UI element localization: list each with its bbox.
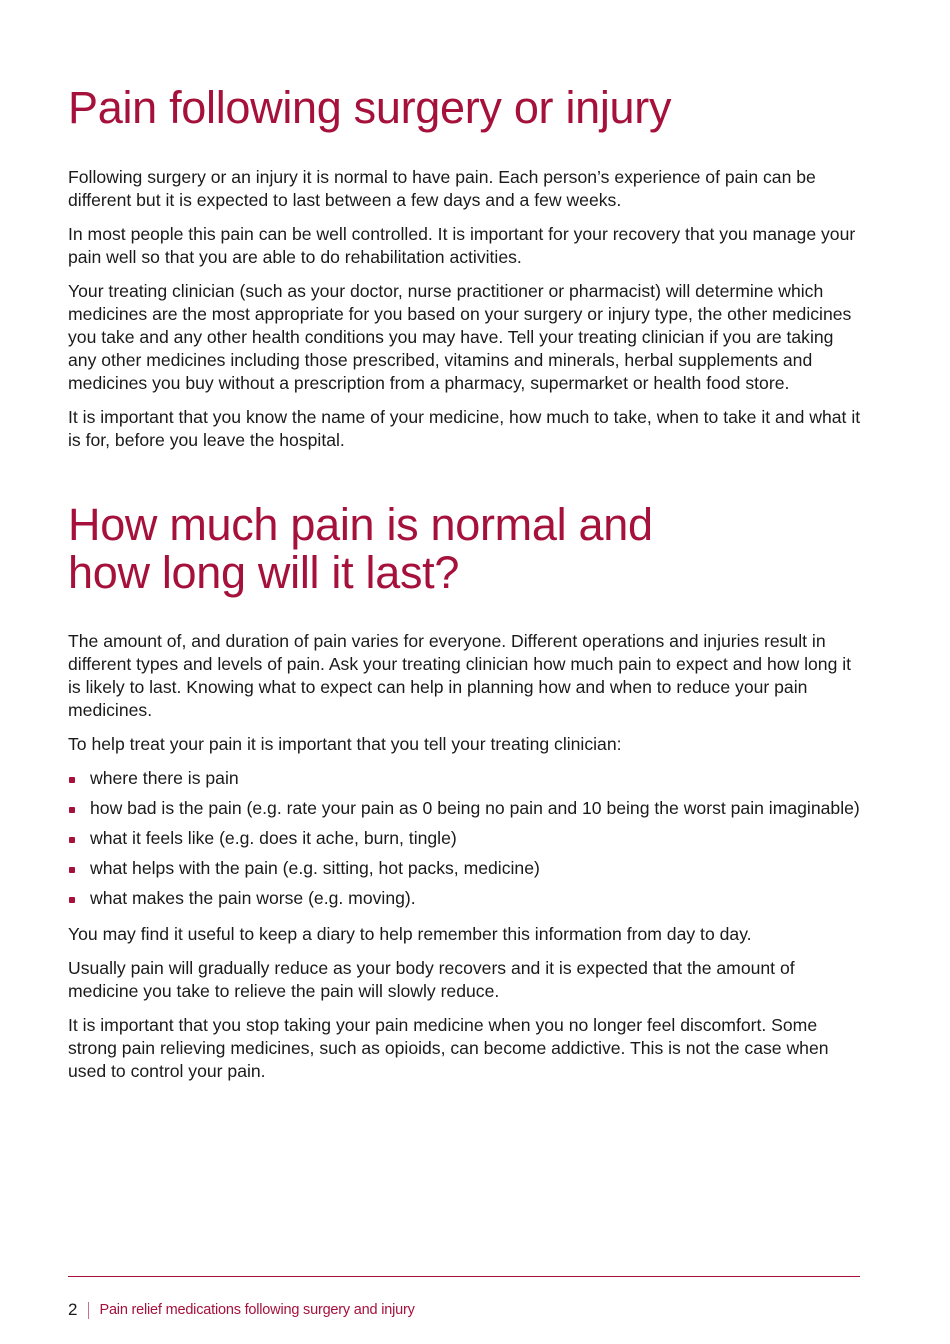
footer-divider	[68, 1276, 860, 1277]
list-item-text: what it feels like (e.g. does it ache, burn, tingle)	[90, 828, 457, 848]
bullet-icon	[69, 897, 75, 903]
list-item-text: where there is pain	[90, 768, 239, 788]
paragraph: To help treat your pain it is important that you tell your treating clinician:	[68, 734, 622, 754]
list-item	[68, 857, 863, 880]
heading-line: how long will it last?	[68, 547, 460, 598]
bullet-icon	[69, 867, 75, 873]
heading-line: How much pain is normal and	[68, 499, 653, 550]
page-number: 2	[68, 1300, 78, 1319]
list-item-text: what helps with the pain (e.g. sitting, hot packs, medicine)	[90, 858, 540, 878]
document-page	[68, 0, 863, 1094]
bullet-icon	[69, 807, 75, 813]
section-heading-pain-following-surgery: Pain following surgery or injury	[68, 82, 672, 133]
footer-separator	[88, 1302, 89, 1319]
paragraph: The amount of, and duration of pain varies for everyone. Different operations and injuries result in different types and levels of pain. Ask your treating clinician how much pain to expect and how long it is likely to last. Knowing what to expect can help in planning how and when to reduce your pain medicines.	[68, 631, 852, 720]
list-item	[68, 797, 863, 820]
paragraph: Usually pain will gradually reduce as your body recovers and it is expected that the amount of medicine you take to relieve the pain will slowly reduce.	[68, 958, 795, 1001]
paragraph: Your treating clinician (such as your doctor, nurse practitioner or pharmacist) will determine which medicines are the most appropriate for you based on your surgery or injury type, the other medicines you take and any other health conditions you may have. Tell your treating clinician if you are taking any other medicines including those prescribed, vitamins and minerals, herbal supplements and medicines you buy without a prescription from a pharmacy, supermarket or health food store.	[68, 281, 852, 393]
paragraph: It is important that you stop taking your pain medicine when you no longer feel discomfort. Some strong pain relieving medicines, such as opioids, can become addictive. This is not the case when used to control your pain.	[68, 1015, 829, 1081]
footer-document-title: Pain relief medications following surgery and injury	[99, 1302, 415, 1318]
paragraph: In most people this pain can be well controlled. It is important for your recovery that you manage your pain well so that you are able to do rehabilitation activities.	[68, 224, 856, 267]
bullet-icon	[69, 837, 75, 843]
section-heading-how-much-pain	[68, 501, 863, 597]
list-item-text: how bad is the pain (e.g. rate your pain as 0 being no pain and 10 being the worst pain imaginable)	[90, 798, 860, 818]
pain-info-list	[68, 767, 863, 910]
paragraph: It is important that you know the name of your medicine, how much to take, when to take it and what it is for, before you leave the hospital.	[68, 407, 861, 450]
list-item	[68, 887, 863, 910]
paragraph: Following surgery or an injury it is normal to have pain. Each person’s experience of pain can be different but it is expected to last between a few days and a few weeks.	[68, 167, 816, 210]
list-item-text: what makes the pain worse (e.g. moving).	[90, 888, 416, 908]
paragraph: You may find it useful to keep a diary to help remember this information from day to day.	[68, 924, 752, 944]
page-footer	[68, 1299, 415, 1321]
list-item	[68, 827, 863, 850]
list-item	[68, 767, 863, 790]
bullet-icon	[69, 777, 75, 783]
